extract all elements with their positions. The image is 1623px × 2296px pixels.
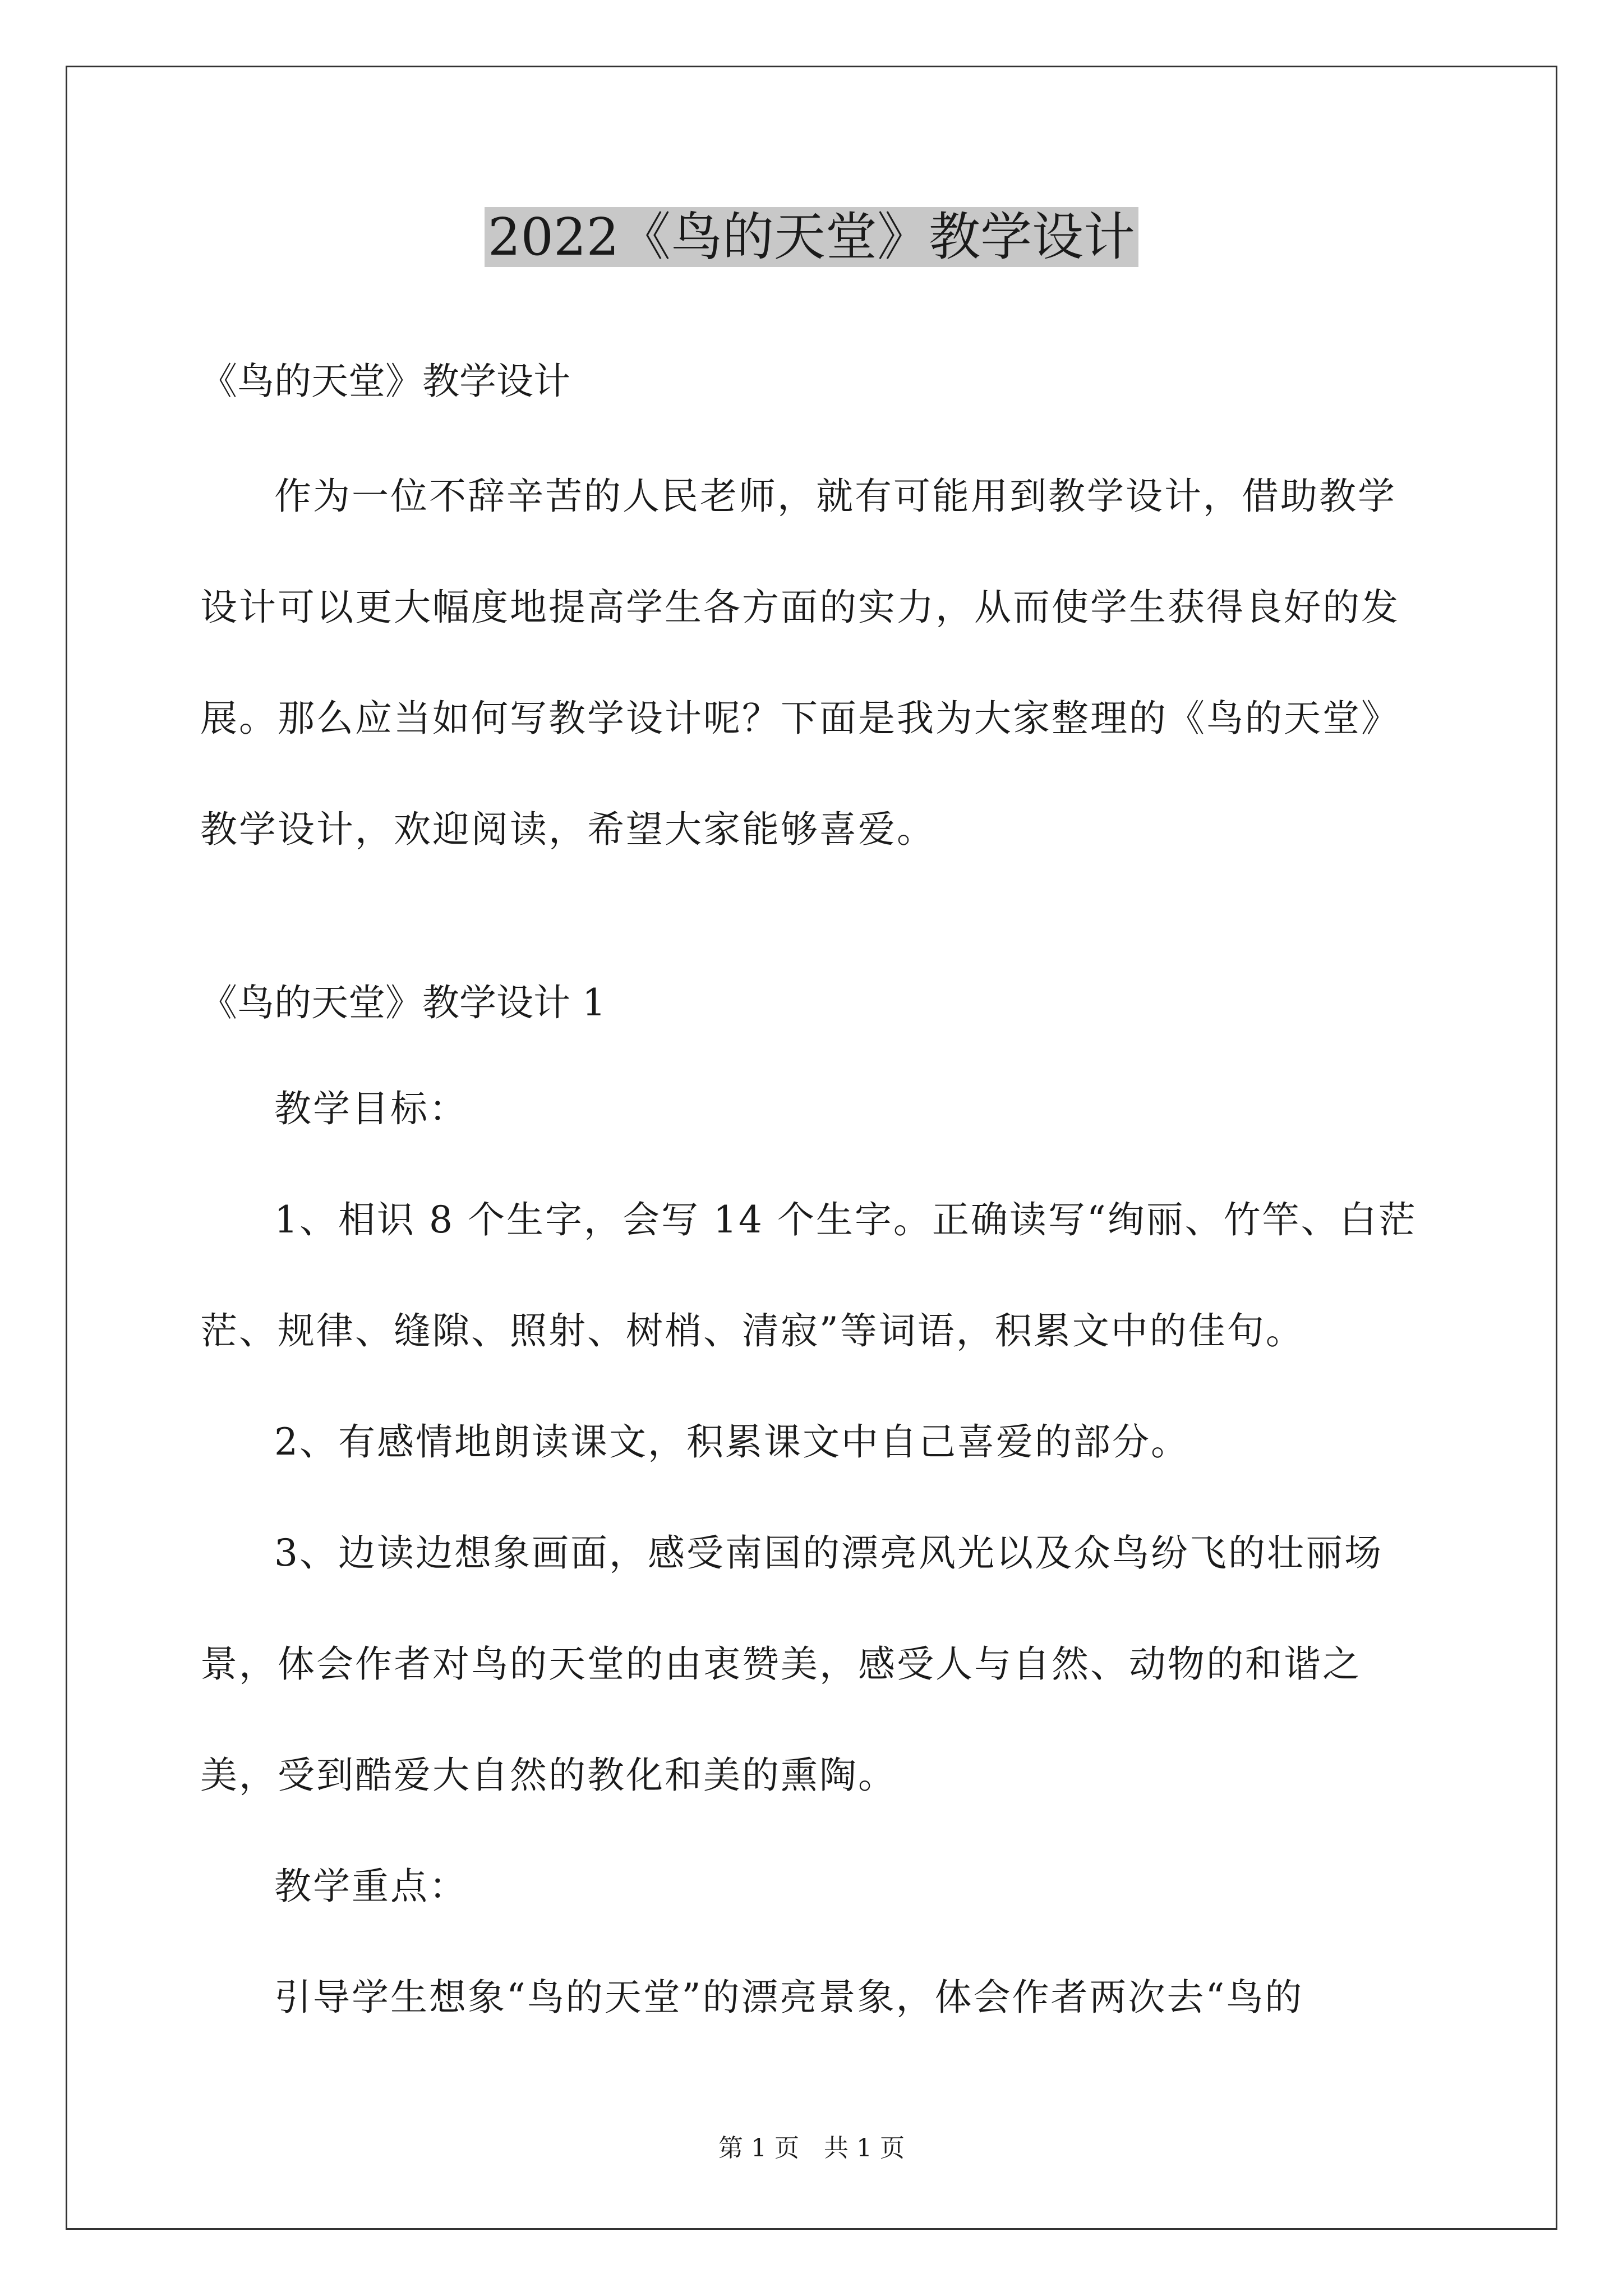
document-title-text: 2022《鸟的天堂》教学设计 [485, 207, 1138, 267]
goal-item-3: 3、边读边想象画面，感受南国的漂亮风光以及众鸟纷飞的壮丽场景，体会作者对鸟的天堂的由衷赞美，感受人与自然、动物的和谐之美，受到酷爱大自然的教化和美的熏陶。 [200, 1531, 1383, 1797]
document-title [0, 201, 1623, 274]
goal-item-1: 1、相识 8 个生字，会写 14 个生字。正确读写“绚丽、竹竿、白茫茫、规律、缝隙、照射、树梢、清寂”等词语，积累文中的佳句。 [200, 1198, 1417, 1352]
document-subtitle: 《鸟的天堂》教学设计 [200, 360, 570, 403]
goals-label: 教学目标： [274, 1087, 468, 1130]
page-footer: 第 1 页 共 1 页 [718, 2134, 905, 2162]
section-heading: 《鸟的天堂》教学设计 1 [200, 981, 606, 1024]
intro-paragraph: 作为一位不辞辛苦的人民老师，就有可能用到教学设计，借助教学设计可以更大幅度地提高学生各方面的实力，从而使学生获得良好的发展。那么应当如何写教学设计呢？下面是我为大家整理的《鸟的天堂》教学设计，欢迎阅读，希望大家能够喜爱。 [200, 475, 1400, 851]
key-points-label: 教学重点： [274, 1865, 468, 1908]
key-points-text: 引导学生想象“鸟的天堂”的漂亮景象，体会作者两次去“鸟的 [274, 1976, 1304, 2019]
goal-item-2: 2、有感情地朗读课文，积累课文中自己喜爱的部分。 [274, 1420, 1189, 1464]
document-body [200, 348, 1434, 2053]
